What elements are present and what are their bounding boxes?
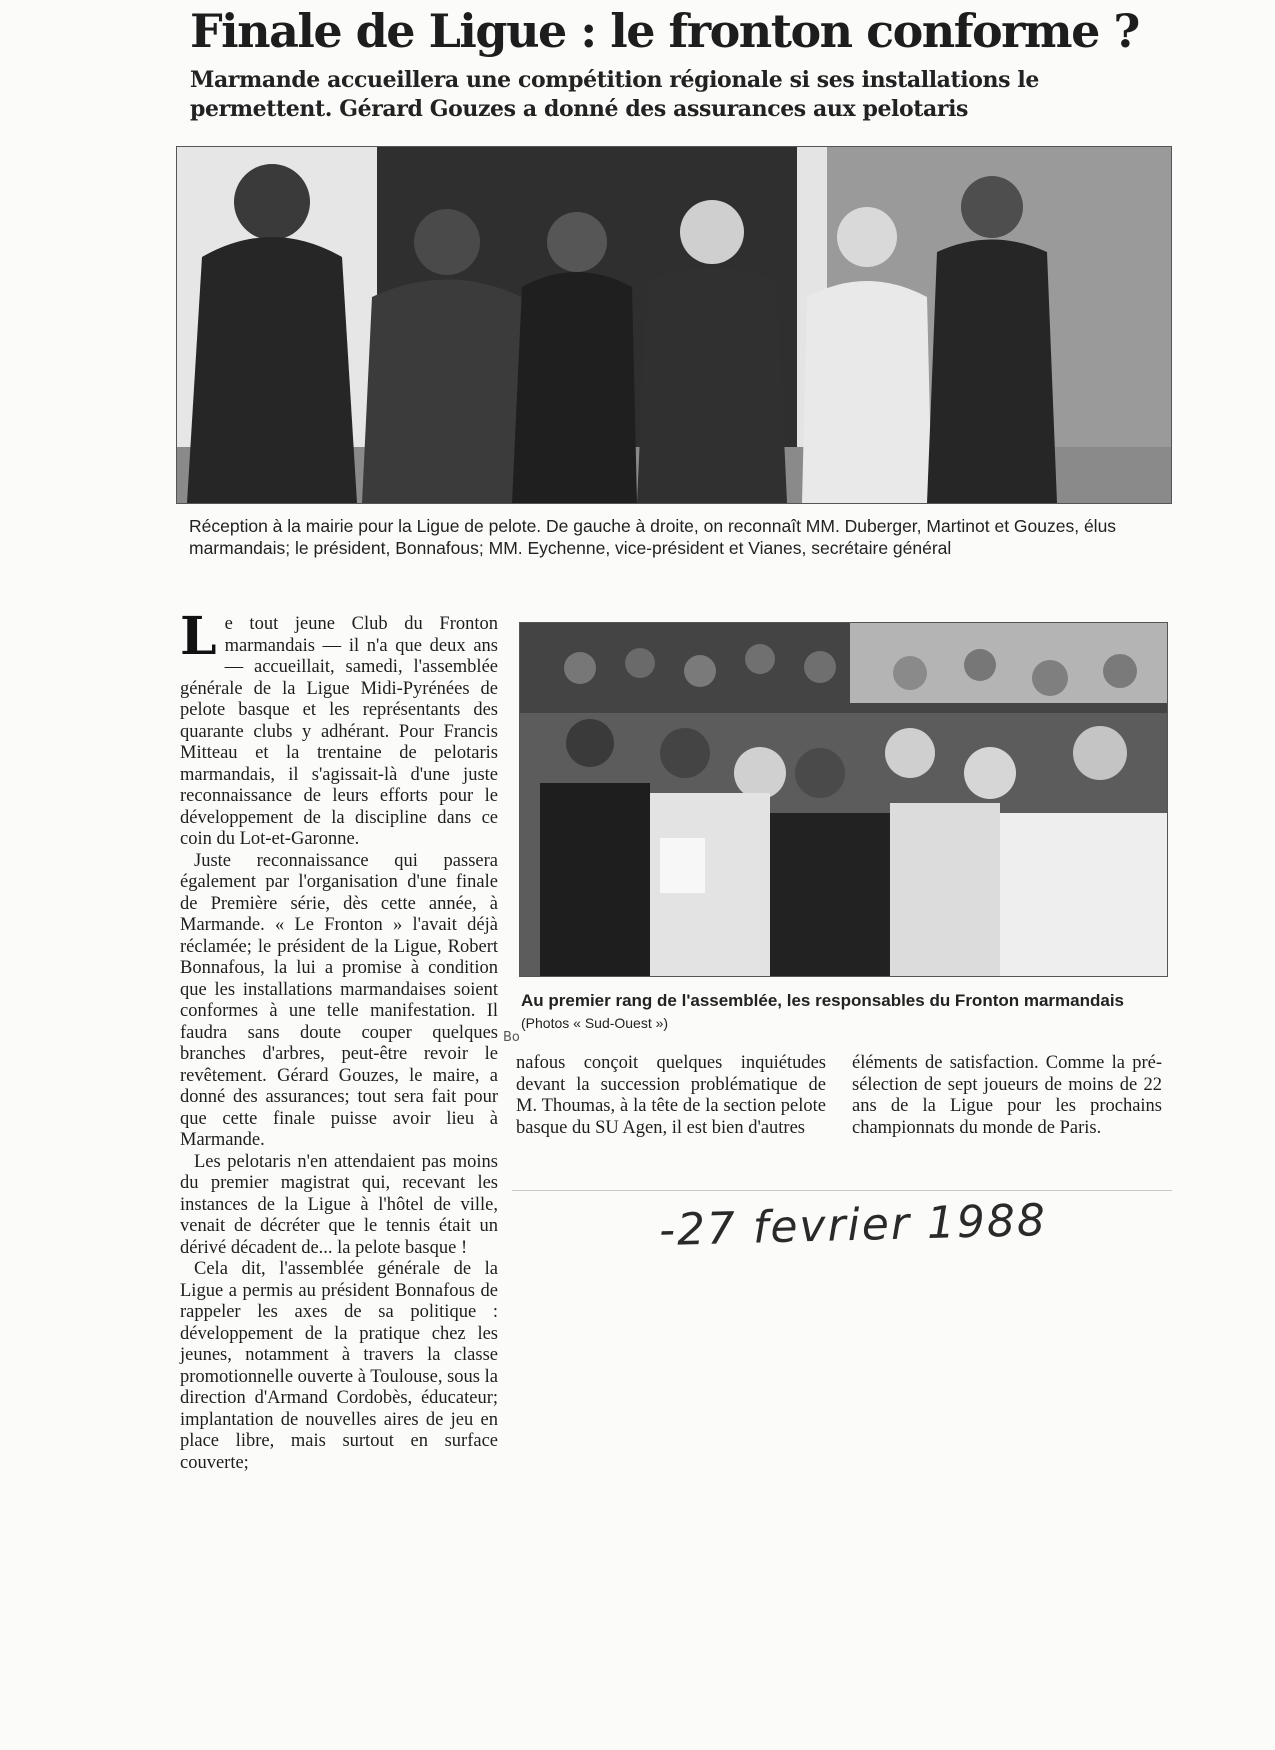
newspaper-clipping	[176, 0, 1176, 1750]
drop-cap: L	[180, 606, 217, 667]
body-paragraph: Juste reconnaissance qui passera également par l'organisation d'une finale de Première série, dès cette année, à Marmande. « Le Fronton » l'avait déjà réclamée; le président de la Ligue, Robert Bonnafous, la lui a promise à condition que les installations marmandaises soient conformes à une telle manifestation. Il faudra sans doute couper quelques branches d'arbres, peut-être revoir le revêtement. Gérard Gouzes, le maire, a donné des assurances; tout sera fait pour que cette finale puisse avoir lieu à Marmande.	[180, 850, 498, 1150]
body-paragraph-text: e tout jeune Club du Fronton marmandais — il n'a que deux ans — accueillait, samedi, l'assemblée générale de la Ligue Midi-Pyrénées de pelote basque et les représentants des quarante clubs y adhérant. Pour Francis Mitteau et la trentaine de pelotaris marmandais, il s'agissait-là d'une juste reconnaissance de leurs efforts pour le développement de la discipline dans ce coin du Lot-et-Garonne.	[180, 614, 498, 849]
body-paragraph	[180, 606, 498, 851]
article-body-right-column	[852, 1053, 1162, 1139]
photo-credit: (Photos « Sud-Ouest »)	[521, 1015, 669, 1031]
reception-photo	[176, 146, 1172, 504]
body-paragraph: nafous conçoit quelques inquiétudes devant la succession problématique de M. Thoumas, à la tête de la section pelote basque du SU Agen, il est bien d'autres	[516, 1053, 826, 1138]
reception-photo-caption: Réception à la mairie pour la Ligue de pelote. De gauche à droite, on reconnaît MM. Duberger, Martinot et Gouzes, élus marmandais; le président, Bonnafous; MM. Eychenne, vice-président et Vianes, secrétaire général	[189, 516, 1117, 558]
subheadline: Marmande accueillera une compétition régionale si ses installations le permettent. Gérard Gouzes a donné des assurances aux pelotaris	[190, 67, 1039, 122]
assembly-photo-caption	[521, 990, 1161, 1034]
assembly-photo	[519, 622, 1168, 977]
handwritten-margin-note: Bo	[503, 1030, 520, 1045]
assembly-caption-text: Au premier rang de l'assemblée, les responsables du Fronton marmandais	[521, 991, 1125, 1010]
article-body-left-column	[180, 606, 498, 1474]
clipping-edge	[512, 1190, 1172, 1191]
body-paragraph: éléments de satisfaction. Comme la pré-sélection de sept joueurs de moins de 22 ans de la Ligue pour les prochains championnats du monde de Paris.	[852, 1053, 1162, 1138]
body-paragraph: Cela dit, l'assemblée générale de la Ligue a permis au président Bonnafous de rappeler les axes de sa politique : développement de la pratique chez les jeunes, notamment à travers la classe promotionnelle ouverte à Toulouse, sous la direction d'Armand Cordobès, éducateur; implantation de nouvelles aires de jeu en place libre, mais surtout en surface couverte;	[180, 1259, 498, 1473]
article-body-center-column	[516, 1053, 826, 1139]
headline: Finale de Ligue : le fronton conforme ?	[190, 4, 1139, 58]
body-paragraph: Les pelotaris n'en attendaient pas moins du premier magistrat qui, recevant les instances de la Ligue à l'hôtel de ville, venait de décréter que le tennis était un dérivé décadent de... la pelote basque !	[180, 1151, 498, 1258]
reception-photo-image	[177, 147, 1171, 503]
assembly-photo-image	[520, 623, 1167, 976]
handwritten-date: -27 fevrier 1988	[658, 1194, 1048, 1257]
